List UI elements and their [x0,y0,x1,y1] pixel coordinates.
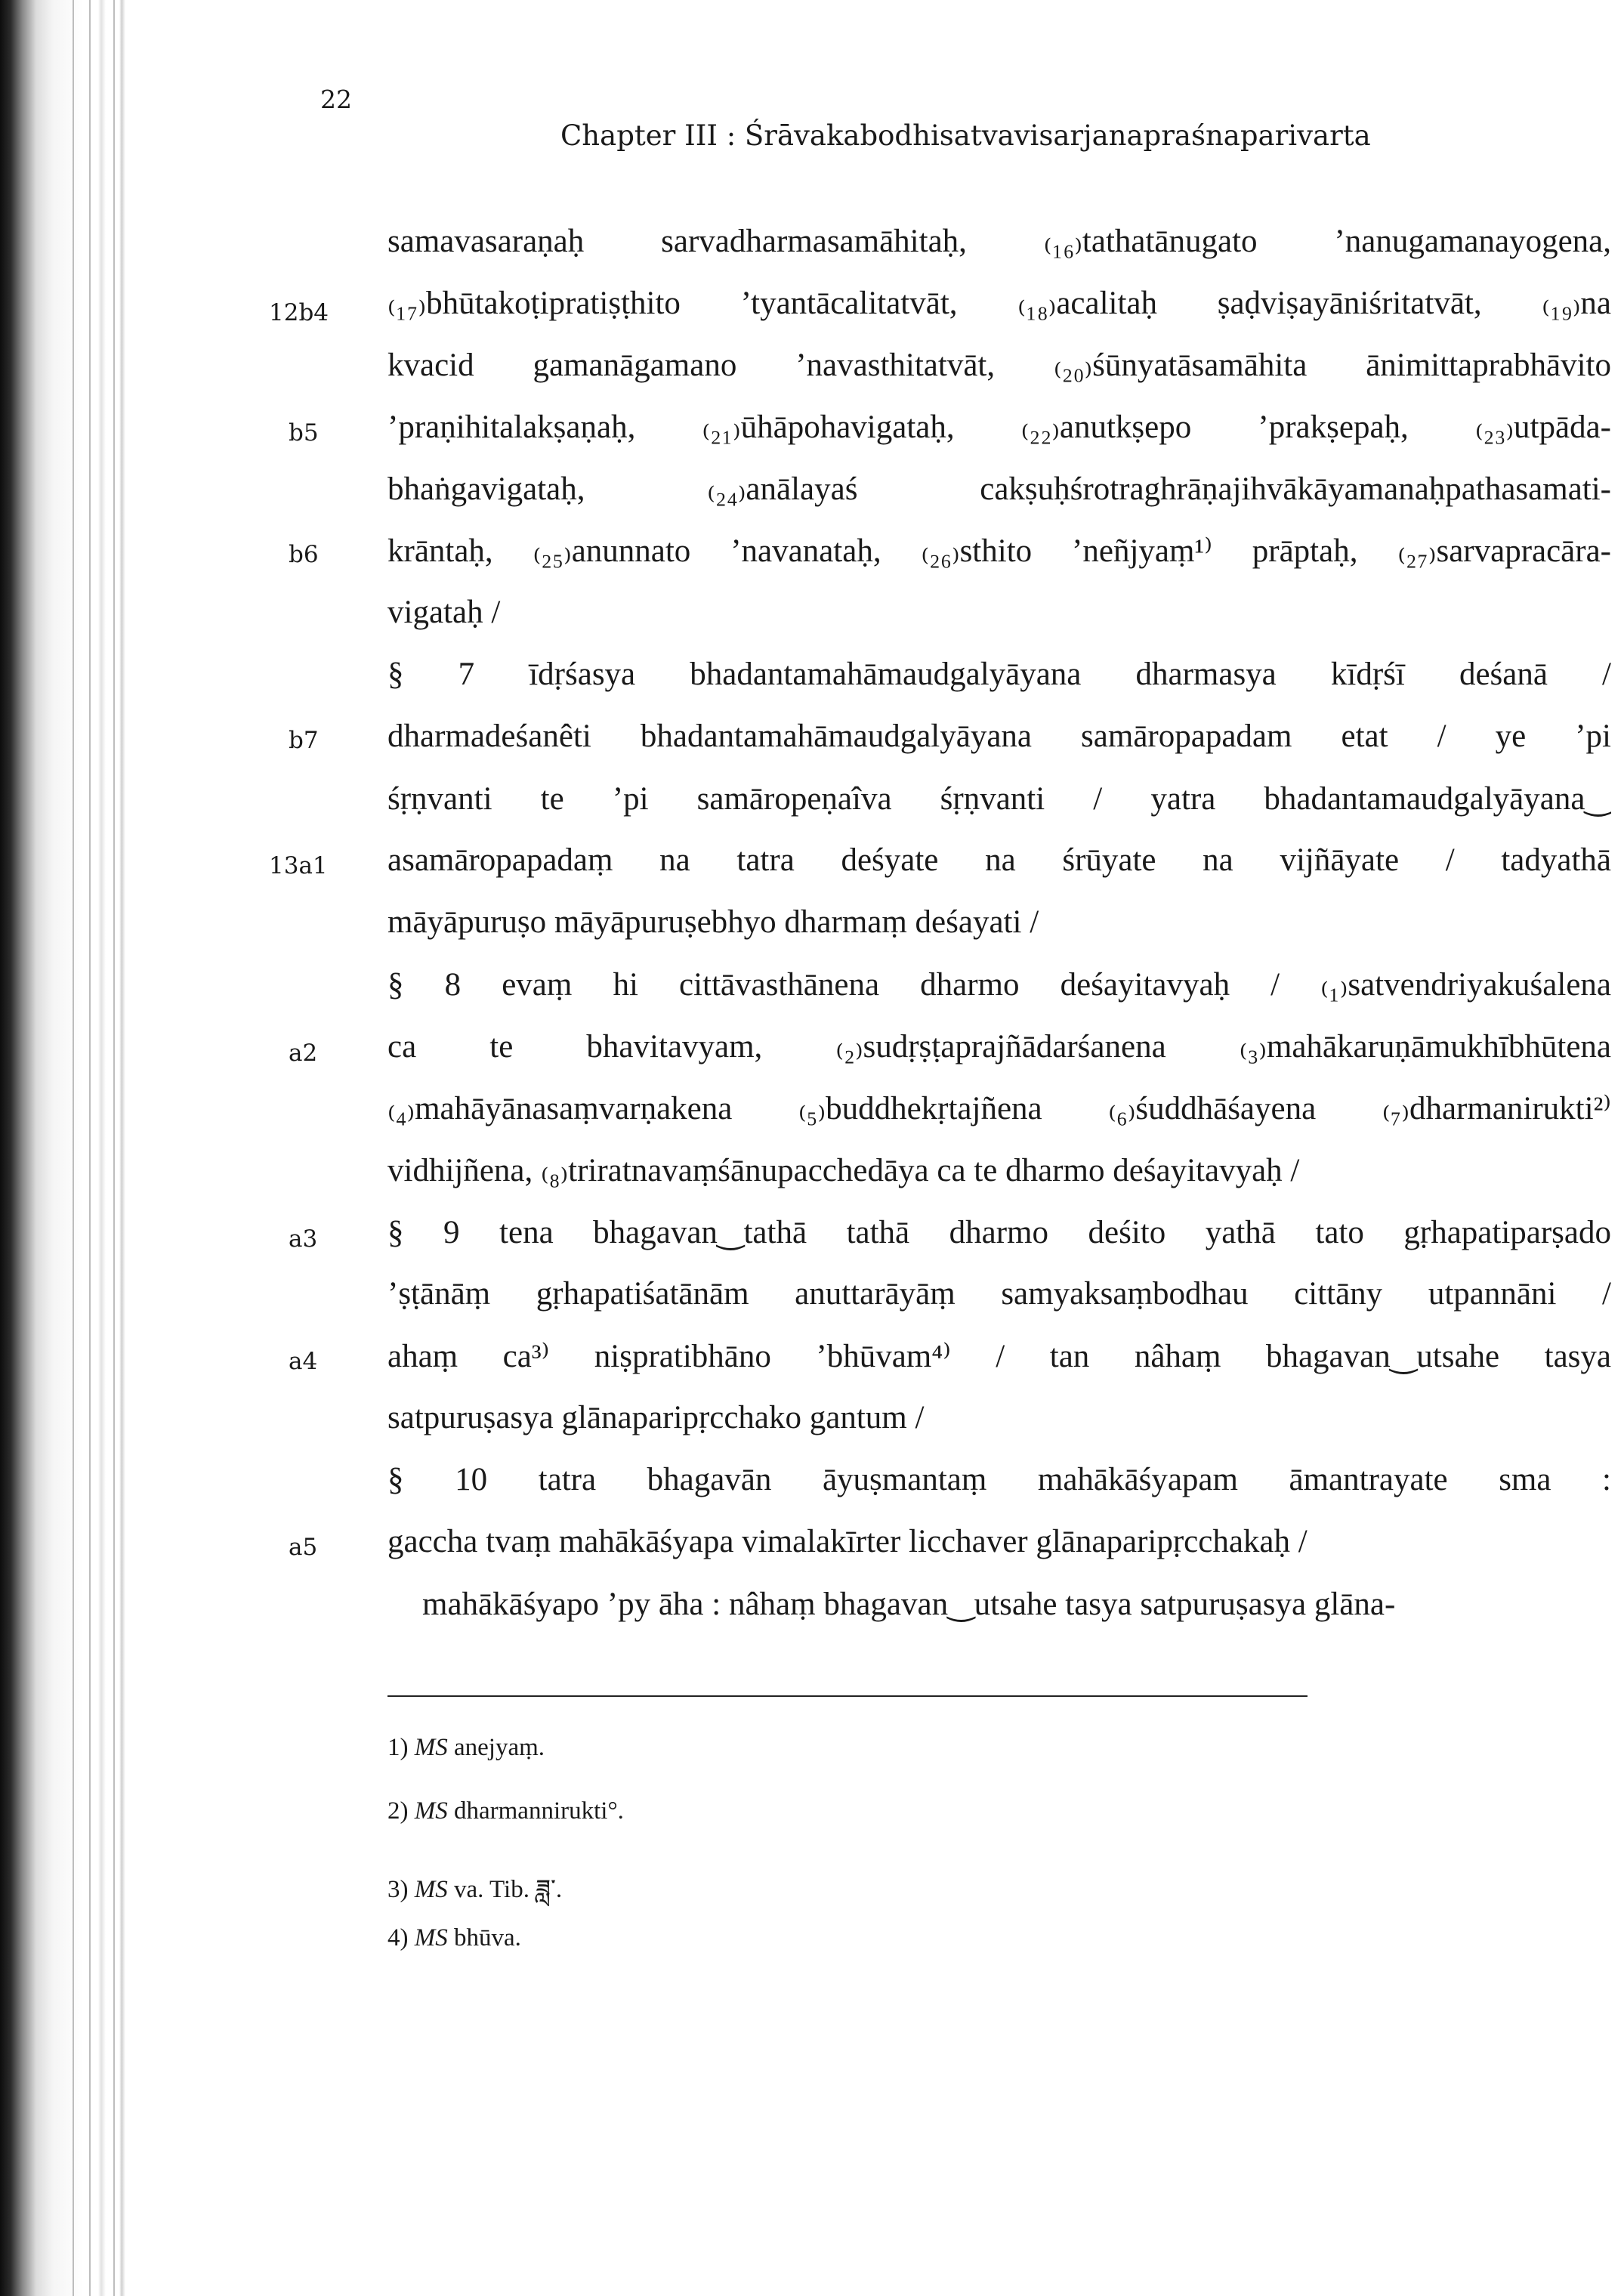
folio-ref: a4 [289,1348,318,1375]
section-10-start: § 10 tatra bhagavān āyuṣmantaṃ mahākāśyapam āmantrayate sma : [387,1462,1611,1497]
footnote: 2) MS dharmannirukti°. [387,1797,624,1825]
text-line: vigataḥ / [387,595,501,630]
folio-ref: a2 [289,1040,318,1067]
text-line: kvacid gamanāgamano ’navasthitatvāt, ₍₂₀₎śūnyatāsamāhita ānimittaprabhāvito [387,348,1611,383]
text-line: vidhijñena, ₍₈₎triratnavaṃśānupacchedāya ca te dharmo deśayitavyaḥ / [387,1153,1300,1188]
footnote: 1) MS anejyaṃ. [387,1734,545,1761]
text-line: ca te bhavitavyam, ₍₂₎sudṛṣṭaprajñādarśanena ₍₃₎mahākaruṇāmukhībhūtena [387,1029,1611,1065]
page-number: 22 [320,85,352,114]
section-9-start: § 9 tena bhagavan‿tathā tathā dharmo deśito yathā tato gṛhapatiparṣado [387,1215,1611,1250]
text-line: ’praṇihitalakṣaṇaḥ, ₍₂₁₎ūhāpohavigataḥ, ₍₂₂₎anutkṣepo ’prakṣepaḥ, ₍₂₃₎utpāda- [387,409,1611,445]
folio-ref: 13a1 [269,852,328,879]
footnote: 4) MS bhūva. [387,1924,521,1951]
footnote: 3) MS va. Tib. ཟླ་. [387,1876,563,1903]
text-line: samavasaraṇaḥ sarvadharmasamāhitaḥ, ₍₁₆₎tathatānugato ’nanugamanayogena, [387,224,1611,259]
folio-ref: b7 [289,727,319,754]
section-8-start: § 8 evaṃ hi cittāvasthānena dharmo deśayitavyaḥ / ₍₁₎satvendriyakuśalena [387,967,1611,1003]
text-line: asamāropapadaṃ na tatra deśyate na śrūyate na vijñāyate / tadyathā [387,842,1611,878]
text-line: mahākāśyapo ’py āha : nâhaṃ bhagavan‿utsahe tasya satpuruṣasya glāna- [422,1587,1396,1622]
text-line: bhaṅgavigataḥ, ₍₂₄₎anālayaś cakṣuḥśrotraghrāṇajihvākāyamanaḥpathasamati- [387,471,1611,507]
folio-ref: a5 [289,1534,318,1561]
text-line: māyāpuruṣo māyāpuruṣebhyo dharmaṃ deśayati / [387,904,1039,940]
folio-ref: b6 [289,541,319,568]
running-head: Chapter III : Śrāvakabodhisatvavisarjanapraśnaparivarta [560,119,1371,152]
footnote-rule [387,1695,1308,1697]
folio-ref: 12b4 [269,299,329,326]
text-line: krāntaḥ, ₍₂₅₎anunnato ’navanataḥ, ₍₂₆₎sthito ’neñjyaṃ¹⁾ prāptaḥ, ₍₂₇₎sarvapracāra- [387,533,1611,569]
text-line: ₍₁₇₎bhūtakoṭipratiṣṭhito ’tyantācalitatvāt, ₍₁₈₎acalitaḥ ṣaḍviṣayāniśritatvāt, ₍₁₉₎na [387,286,1611,321]
text-line: dharmadeśanêti bhadantamahāmaudgalyāyana samāropapadam etat / ye ’pi [387,718,1611,754]
text-line: ’ṣṭānāṃ gṛhapatiśatānām anuttarāyāṃ samyaksaṃbodhau cittāny utpannāni / [387,1276,1611,1312]
text-line: satpuruṣasya glānaparipṛcchako gantum / [387,1400,925,1435]
text-line: gaccha tvaṃ mahākāśyapa vimalakīrter licchaver glānaparipṛcchakaḥ / [387,1524,1308,1559]
text-line: ₍₄₎mahāyānasaṃvarṇakena ₍₅₎buddhekṛtajñena ₍₆₎śuddhāśayena ₍₇₎dharmanirukti²⁾ [387,1091,1611,1126]
section-7-start: § 7 īdṛśasya bhadantamahāmaudgalyāyana dharmasya kīdṛśī deśanā / [387,657,1611,692]
folio-ref: b5 [289,419,319,447]
folio-ref: a3 [289,1225,318,1253]
text-line: ahaṃ ca³⁾ niṣpratibhāno ’bhūvam⁴⁾ / tan nâhaṃ bhagavan‿utsahe tasya [387,1339,1611,1374]
scan-binding-edge [0,0,144,2296]
text-line: śṛṇvanti te ’pi samāropeṇaîva śṛṇvanti / yatra bhadantamaudgalyāyana‿ [387,781,1611,817]
